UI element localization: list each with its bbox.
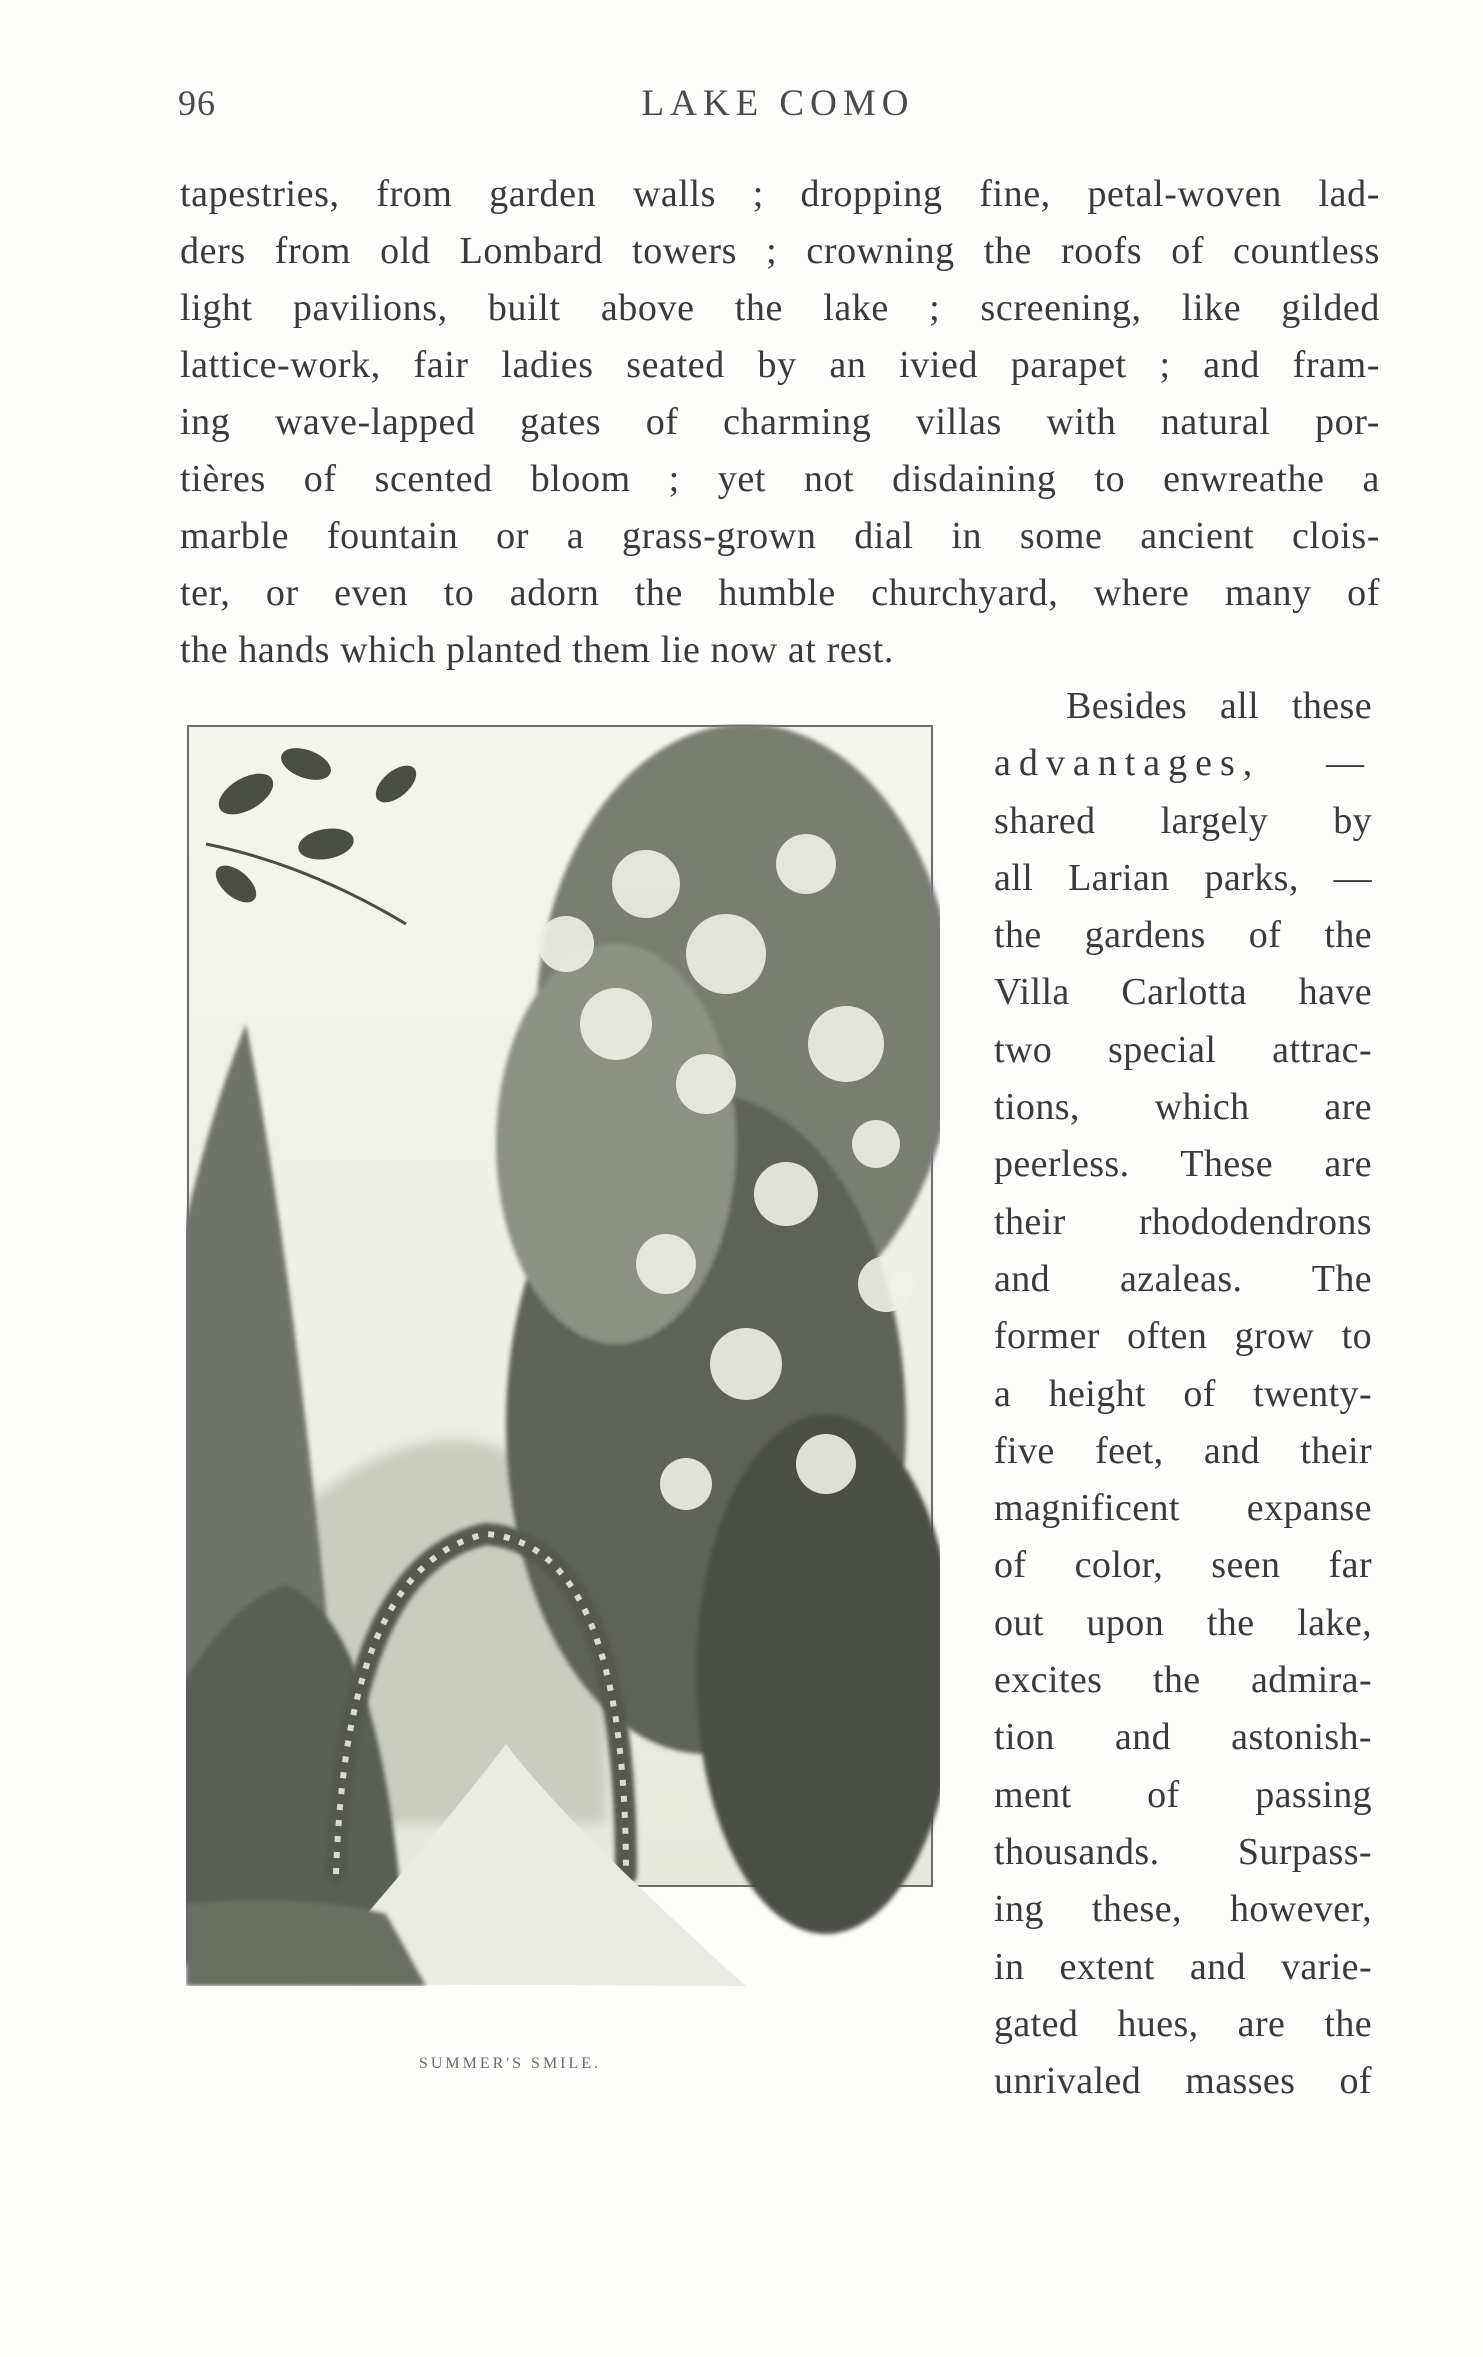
text-line: all Larian parks, —	[994, 856, 1372, 899]
text-line: gated hues, are the	[994, 2002, 1372, 2045]
text-line: in extent and varie-	[994, 1945, 1372, 1988]
text-line: of color, seen far	[994, 1544, 1372, 1587]
text-line: two special attrac-	[994, 1028, 1372, 1071]
text-line: unrivaled masses of	[994, 2060, 1372, 2103]
text-line: Besides all these	[1066, 685, 1372, 727]
text-line: tapestries, from garden walls ; dropping fine, petal-woven lad-	[180, 173, 1380, 215]
text-line: light pavilions, built above the lake ; screening, like gilded	[180, 287, 1380, 329]
paragraph-full-width	[180, 166, 1380, 679]
text-line: ment of passing	[994, 1773, 1372, 1816]
text-line: lattice-work, fair ladies seated by an ivied parapet ; and fram-	[180, 344, 1380, 386]
text-line: tion and astonish-	[994, 1716, 1372, 1759]
text-line: excites the admira-	[994, 1659, 1372, 1702]
text-line: former often grow to	[994, 1315, 1372, 1358]
text-line: five feet, and their	[994, 1429, 1372, 1472]
garden-illustration	[186, 724, 940, 1986]
figure-caption: SUMMER'S SMILE.	[418, 2055, 602, 2072]
text-line: ing wave-lapped gates of charming villas with natural por-	[180, 401, 1380, 443]
running-head	[178, 82, 1388, 132]
text-line: magnificent expanse	[994, 1487, 1372, 1530]
text-line: tières of scented bloom ; yet not disdaining to enwreathe a	[180, 458, 1380, 500]
text-line: the gardens of the	[994, 914, 1372, 957]
text-line: the hands which planted them lie now at rest.	[180, 629, 894, 671]
text-line: ter, or even to adorn the humble churchyard, where many of	[180, 572, 1380, 614]
text-line: advantages, —	[994, 742, 1372, 785]
text-line: thousands. Surpass-	[994, 1830, 1372, 1873]
side-column	[994, 678, 1372, 2110]
garden-engraving	[186, 724, 940, 1986]
text-line: ing these, however,	[994, 1888, 1372, 1931]
running-title: LAKE COMO	[641, 83, 915, 124]
text-line: their rhododendrons	[994, 1200, 1372, 1243]
text-line: Villa Carlotta have	[994, 971, 1372, 1014]
text-line: shared largely by	[994, 799, 1372, 842]
text-line: peerless. These are	[994, 1143, 1372, 1186]
text-line: ders from old Lombard towers ; crowning the roofs of countless	[180, 230, 1380, 272]
text-line: out upon the lake,	[994, 1601, 1372, 1644]
text-line: and azaleas. The	[994, 1257, 1372, 1300]
page-number: 96	[178, 83, 216, 123]
text-line: a height of twenty-	[994, 1372, 1372, 1415]
text-line: marble fountain or a grass-grown dial in some ancient clois-	[180, 515, 1380, 557]
text-line: tions, which are	[994, 1086, 1372, 1129]
